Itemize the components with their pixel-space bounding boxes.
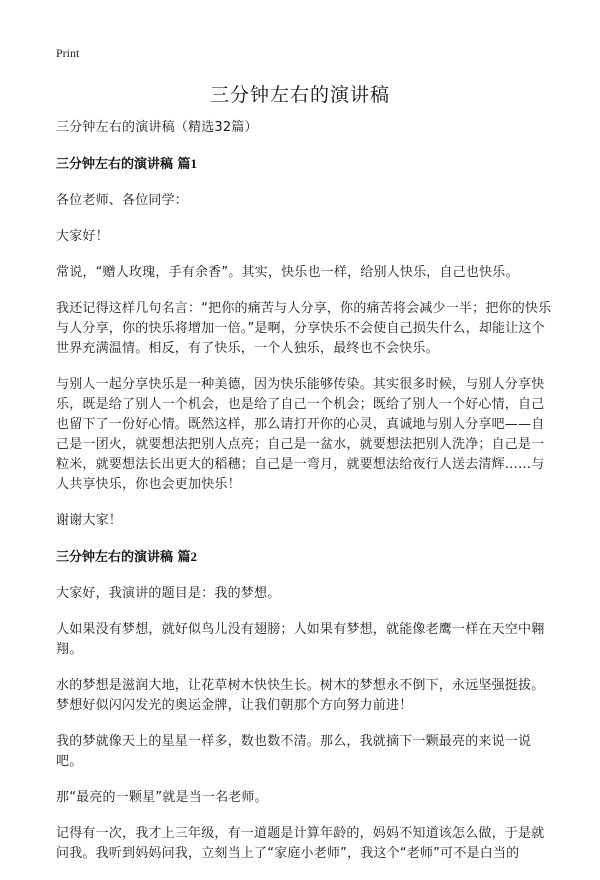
paragraph: 我还记得这样几句名言：“把你的痛苦与人分享，你的痛苦将会减少一半；把你的快乐与人分享，你的快乐将增加一倍。”是啊，分享快乐不会使自己损失什么，却能让这个世界充满温情。相反，有了快乐，一个人独乐，最终也不会快乐。 xyxy=(56,301,552,356)
paragraph: 我的梦就像天上的星星一样多，数也数不清。那么，我就摘下一颗最亮的来说一说吧。 xyxy=(56,734,532,769)
paragraph: 谢谢大家！ xyxy=(56,513,123,528)
section-heading-number: 2 xyxy=(190,549,198,564)
section-heading-text: 三分钟左右的演讲稿 篇 xyxy=(56,157,191,172)
section-heading-text: 三分钟左右的演讲稿 篇 xyxy=(56,550,191,565)
section-heading-number: 1 xyxy=(190,156,198,171)
paragraph: 人如果没有梦想，就好似鸟儿没有翅膀；人如果有梦想，就能像老鹰一样在天空中翱翔。 xyxy=(56,622,545,657)
section-heading-2 xyxy=(56,547,556,568)
paragraph: 大家好！ xyxy=(56,229,109,244)
paragraph: 那“最亮的一颗星”就是当一名老师。 xyxy=(56,790,268,805)
paragraph: 各位老师、各位同学： xyxy=(56,193,189,208)
section-heading-1 xyxy=(56,154,556,175)
paragraph: 与别人一起分享快乐是一种美德，因为快乐能够传染。其实很多时候，与别人分享快乐，既是给了别人一个机会，也是给了自己一个机会；既给了别人一个好心情，自己也留下了一份好心情。既然这样，那么请打开你的心灵，真诚地与别人分享吧——自己是一团火，就要想法把别人点亮；自己是一盆水，就要想法把别人洗净；自己是一粒米，就要想法长出更大的稻穗；自己是一弯月，就要想法给夜行人送去清辉……与人共享快乐，你也会更加快乐！ xyxy=(56,377,545,492)
paragraph: 大家好，我演讲的题目是：我的梦想。 xyxy=(56,586,281,601)
print-link[interactable]: Print xyxy=(56,46,80,60)
paragraph: 记得有一次，我才上三年级，有一道题是计算年龄的，妈妈不知道该怎么做，于是就问我。我听到妈妈问我，立刻当上了“家庭小老师”，我这个“老师”可不是白当的 xyxy=(56,826,545,861)
page-title: 三分钟左右的演讲稿 xyxy=(209,84,390,106)
document-subtitle: 三分钟左右的演讲稿（精选32篇） xyxy=(56,120,258,135)
paragraph: 常说，“赠人玫瑰，手有余香”。其实，快乐也一样，给别人快乐，自己也快乐。 xyxy=(56,265,519,280)
paragraph: 水的梦想是滋润大地，让花草树木快快生长。树木的梦想永不倒下，永远坚强挺拔。梦想好似闪闪发光的奥运金牌，让我们朝那个方向努力前进！ xyxy=(56,678,545,713)
document-body xyxy=(56,118,556,880)
